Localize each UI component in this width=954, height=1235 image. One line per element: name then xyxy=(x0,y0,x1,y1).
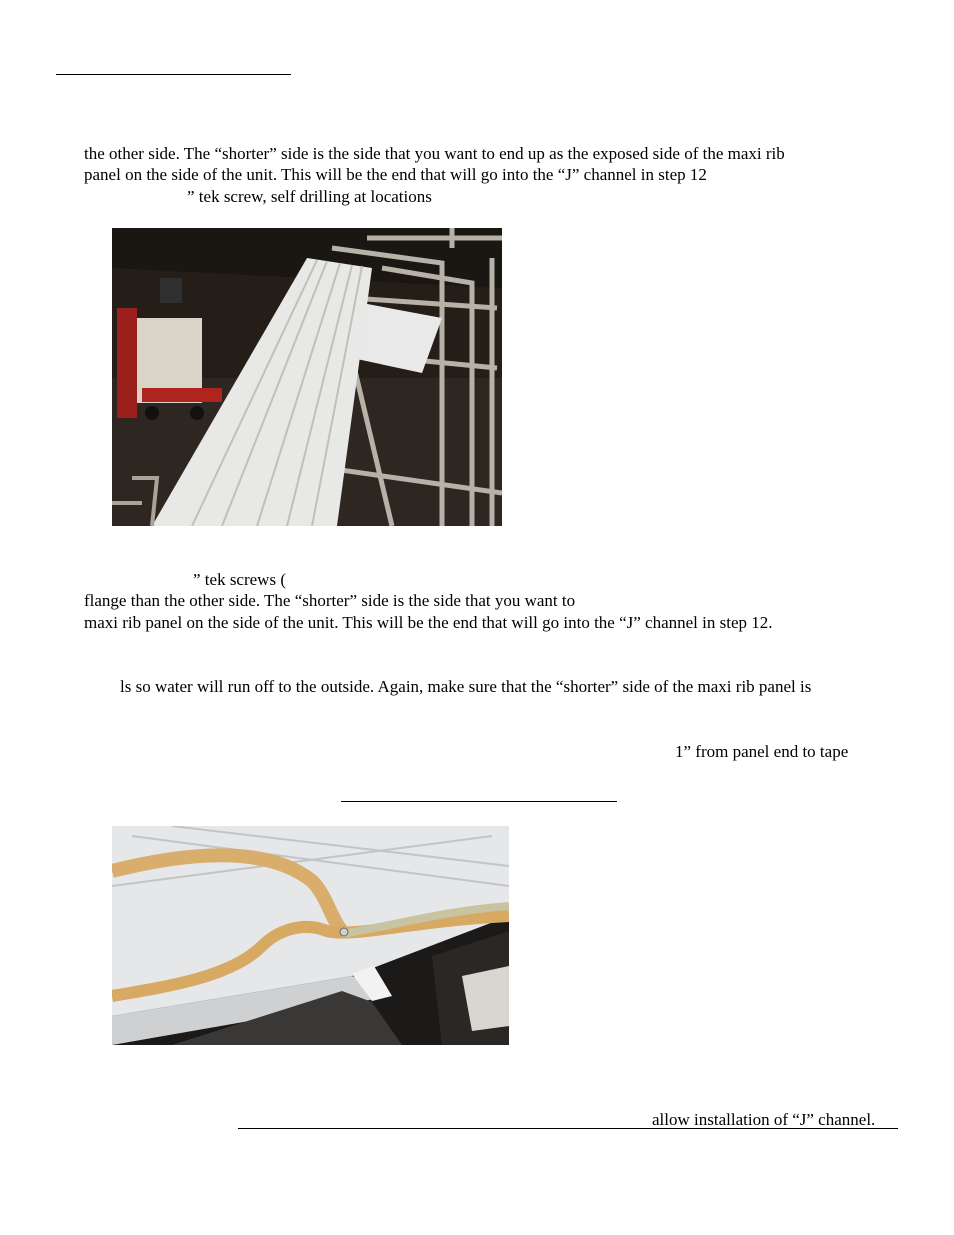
paragraph-2-line-2: flange than the other side. The “shorter” side is the side that you want to xyxy=(84,591,576,610)
bottom-underline xyxy=(238,1128,898,1129)
paragraph-5-line-1: allow installation of “J” channel. xyxy=(652,1110,876,1129)
paragraph-1-line-3: ” tek screw, self drilling at locations xyxy=(187,187,432,206)
panel-on-frame-photo xyxy=(112,228,502,526)
heading-underline xyxy=(56,74,291,75)
paragraph-1-line-2: panel on the side of the unit. This will be the end that will go into the “J” channel in step 12 xyxy=(84,165,707,184)
paragraph-1-line-1: the other side. The “shorter” side is the side that you want to end up as the exposed side of the maxi rib xyxy=(84,144,785,163)
paragraph-2-line-3: maxi rib panel on the side of the unit. This will be the end that will go into the “J” channel in step 12. xyxy=(84,613,773,632)
paragraph-3-line-1: ls so water will run off to the outside. Again, make sure that the “shorter” side of the maxi rib panel is xyxy=(120,677,812,696)
middle-underline xyxy=(341,801,617,802)
tape-on-panel-photo xyxy=(112,826,509,1045)
paragraph-4-line-1: 1” from panel end to tape xyxy=(675,742,849,761)
paragraph-2-line-1: ” tek screws ( xyxy=(193,570,286,589)
